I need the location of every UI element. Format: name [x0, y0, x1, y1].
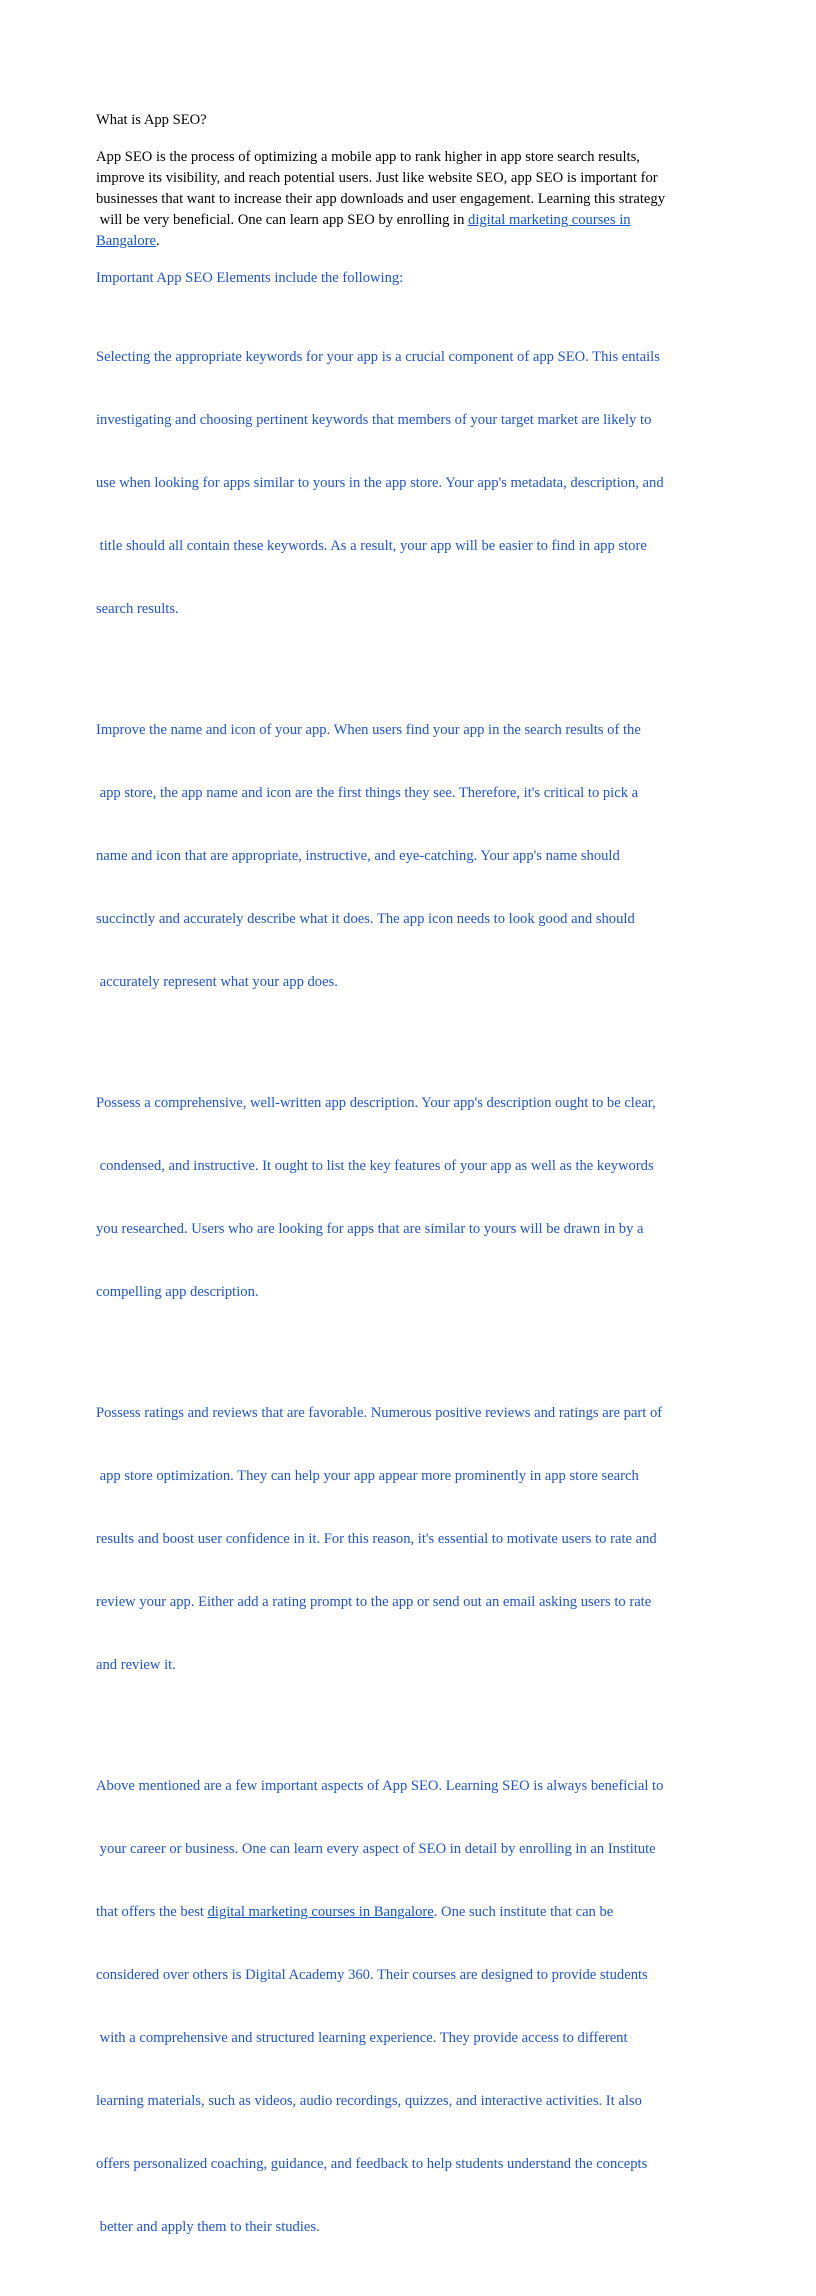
ratings-line: Possess ratings and reviews that are favorable. Numerous positive reviews and ratings are part of — [96, 1405, 663, 1421]
description-line: compelling app description. — [96, 1284, 259, 1300]
keywords-line: Selecting the appropriate keywords for your app is a crucial component of app SEO. This entails — [96, 349, 660, 365]
conclusion-line: better and apply them to their studies. — [96, 2219, 320, 2235]
ratings-line: results and boost user confidence in it. For this reason, it's essential to motivate users to rate and — [96, 1531, 657, 1547]
intro-line-text: will be very beneficial. One can learn app SEO by enrolling in — [96, 212, 469, 228]
conclusion-text: that offers the best — [96, 1904, 208, 1920]
intro-line — [96, 210, 726, 231]
keywords-line: use when looking for apps similar to yours in the app store. Your app's metadata, description, and — [96, 475, 664, 491]
course-link-part2[interactable]: Bangalore — [96, 233, 156, 249]
document-page — [96, 110, 726, 2296]
ratings-paragraph — [96, 1361, 726, 1718]
keywords-paragraph — [96, 305, 726, 662]
title-text: What is App SEO? — [96, 112, 207, 128]
keywords-line: title should all contain these keywords. As a result, your app will be easier to find in app store — [96, 538, 647, 554]
conclusion-line: offers personalized coaching, guidance, and feedback to help students understand the concepts — [96, 2156, 648, 2172]
name-icon-line: succinctly and accurately describe what it does. The app icon needs to look good and should — [96, 911, 635, 927]
ratings-line: review your app. Either add a rating prompt to the app or send out an email asking users to rate — [96, 1594, 652, 1610]
conclusion-line: your career or business. One can learn every aspect of SEO in detail by enrolling in an Institute — [96, 1841, 656, 1857]
intro-period: . — [155, 233, 160, 249]
description-line: you researched. Users who are looking for apps that are similar to yours will be drawn in by a — [96, 1221, 644, 1237]
page-title — [96, 110, 726, 131]
course-link-inline[interactable]: digital marketing courses in Bangalore — [207, 1904, 434, 1920]
intro-line — [96, 231, 726, 252]
name-icon-line: Improve the name and icon of your app. When users find your app in the search results of the — [96, 722, 641, 738]
conclusion-text: . One such institute that can be — [433, 1904, 614, 1920]
intro-paragraph — [96, 147, 726, 252]
conclusion-line: learning materials, such as videos, audio recordings, quizzes, and interactive activities. It also — [96, 2093, 642, 2109]
name-icon-line: app store, the app name and icon are the first things they see. Therefore, it's critical to pick a — [96, 785, 639, 801]
description-line: condensed, and instructive. It ought to list the key features of your app as well as the keywords — [96, 1158, 654, 1174]
conclusion-line: with a comprehensive and structured learning experience. They provide access to different — [96, 2030, 628, 2046]
keywords-line: search results. — [96, 601, 179, 617]
course-link-part1[interactable]: digital marketing courses in — [468, 212, 631, 228]
ratings-line: and review it. — [96, 1657, 176, 1673]
intro-line: businesses that want to increase their app downloads and user engagement. Learning this strategy — [96, 191, 665, 207]
name-icon-line: name and icon that are appropriate, instructive, and eye-catching. Your app's name should — [96, 848, 620, 864]
description-paragraph — [96, 1051, 726, 1345]
elements-heading-text: Important App SEO Elements include the following: — [96, 270, 404, 286]
conclusion-line: Above mentioned are a few important aspects of App SEO. Learning SEO is always beneficial to — [96, 1778, 664, 1794]
conclusion-line — [96, 1902, 726, 1923]
conclusion-line: considered over others is Digital Academy 360. Their courses are designed to provide students — [96, 1967, 648, 1983]
name-icon-line: accurately represent what your app does. — [96, 974, 338, 990]
intro-line: App SEO is the process of optimizing a mobile app to rank higher in app store search results, — [96, 149, 640, 165]
name-icon-paragraph — [96, 678, 726, 1035]
intro-line: improve its visibility, and reach potential users. Just like website SEO, app SEO is important for — [96, 170, 658, 186]
description-line: Possess a comprehensive, well-written app description. Your app's description ought to be clear, — [96, 1095, 656, 1111]
conclusion-paragraph — [96, 1734, 726, 2280]
ratings-line: app store optimization. They can help your app appear more prominently in app store search — [96, 1468, 639, 1484]
elements-heading — [96, 268, 726, 289]
keywords-line: investigating and choosing pertinent keywords that members of your target market are likely to — [96, 412, 652, 428]
